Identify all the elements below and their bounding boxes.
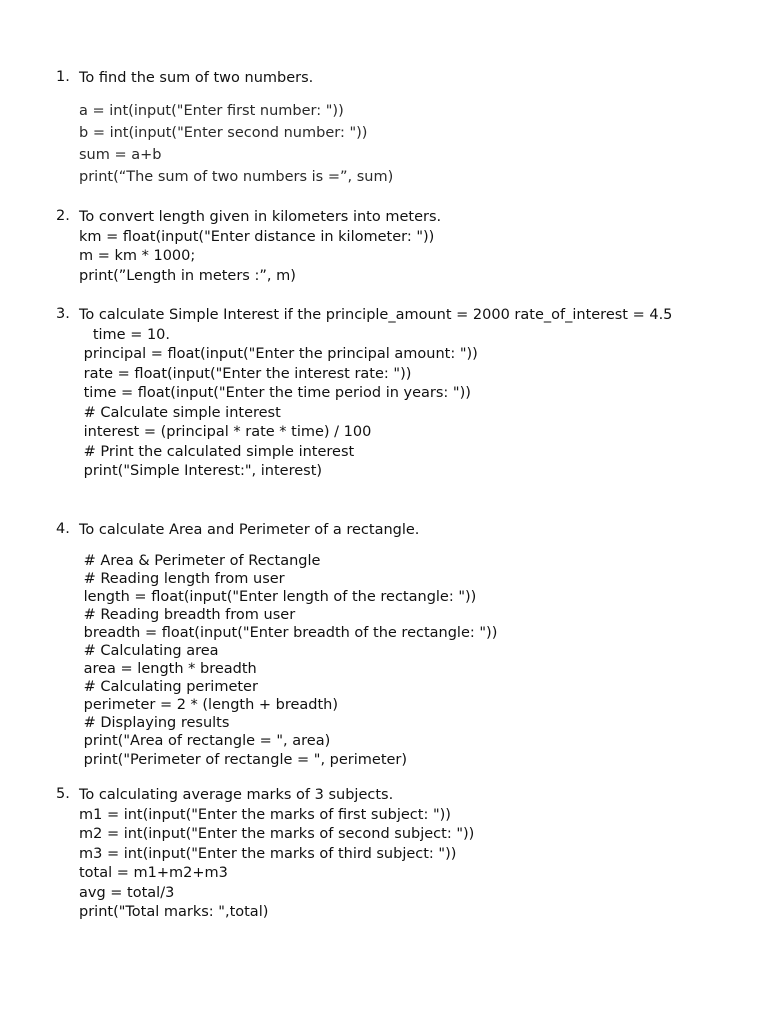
list-item [56,208,696,286]
list-item [56,69,696,188]
list-item [56,521,696,769]
code-block: # Area & Perimeter of Rectangle # Reading length from user length = float(input("Enter length of the rectangle: ")) # Reading breadth from user breadth = float(input("Enter breadth of the rectangle: ")) # Calculating area area = length * breadth # Calculating perimeter perimeter = 2 * (length + breadth) # Displaying results print("Area of rectangle = ", area) print("Perimeter of rectangle = ", perimeter) [83,552,498,768]
item-heading: To convert length given in kilometers into meters. [79,209,442,225]
item-number: 1. [56,69,70,85]
code-block: a = int(input("Enter first number: ")) b = int(input("Enter second number: ")) sum = a+b print(“The sum of two numbers is =”, sum) [79,102,394,185]
list-item [56,786,696,923]
item-number: 5. [56,786,70,802]
item-heading: To calculate Area and Perimeter of a rectangle. [79,522,420,538]
code-block: m1 = int(input("Enter the marks of first subject: ")) m2 = int(input("Enter the marks of second subject: ")) m3 = int(input("Enter the marks of third subject: ")) total = m1+m2+m3 avg = total/3 print("Total marks: ",total) [79,806,475,921]
item-heading: To calculate Simple Interest if the principle_amount = 2000 rate_of_interest = 4.5 [79,307,673,323]
item-number: 4. [56,521,70,537]
code-block: km = float(input("Enter distance in kilometer: ")) m = km * 1000; print(”Length in meters :”, m) [79,228,435,284]
item-heading: To calculating average marks of 3 subjects. [79,787,394,803]
code-block: time = 10. principal = float(input("Enter the principal amount: ")) rate = float(input("Enter the interest rate: ")) time = float(input("Enter the time period in years: ")) # Calculate simple interest interest = (principal * rate * time) / 100 # Print the calculated simple interest print("Simple Interest:", interest) [83,326,478,479]
item-number: 3. [56,306,70,322]
item-number: 2. [56,208,70,224]
list-item [56,306,696,482]
item-heading: To find the sum of two numbers. [79,70,314,86]
